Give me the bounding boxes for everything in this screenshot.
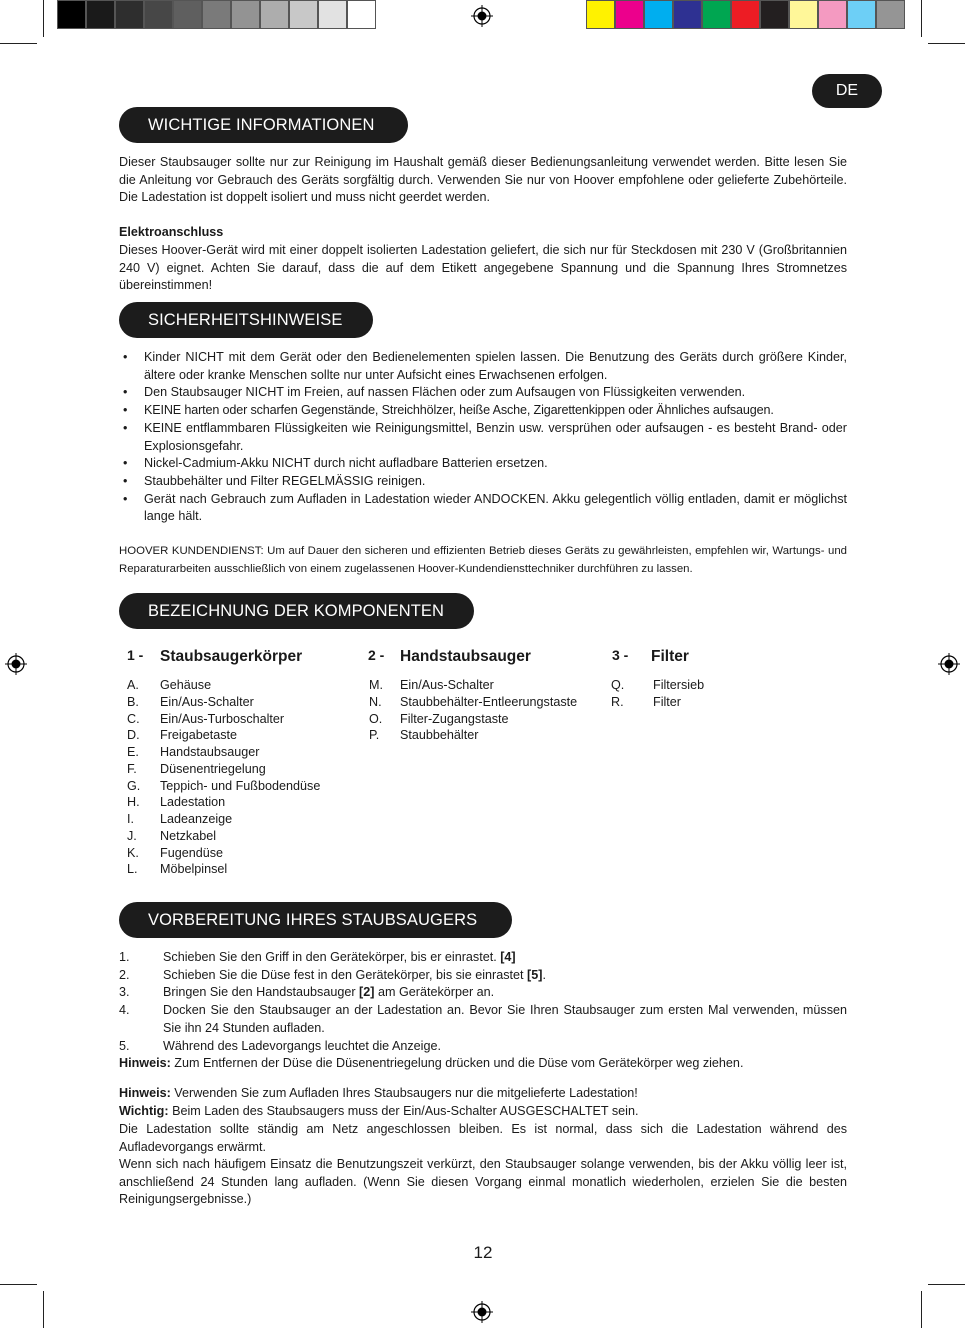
bullet-icon: • [123, 350, 128, 364]
section-header-preparation: VORBEREITUNG IHRES STAUBSAUGERS [119, 902, 512, 938]
crop-mark [921, 1291, 922, 1328]
gray-swatch [57, 0, 86, 29]
gray-swatch [260, 0, 289, 29]
color-swatch [615, 0, 644, 29]
electrical-text: Dieses Hoover-Gerät wird mit einer doppelt isolierten Ladestation geliefert, die sich nur für Steckdosen mit 230 V (Großbritannien 240 V) eignet. Achten Sie darauf, dass die auf dem Etikett angegebene Spannung und die Spannung Ihres Stromnetzes übereinstimmen! [119, 243, 847, 293]
crop-mark [43, 0, 44, 37]
component-group-number: 3 - [612, 647, 629, 663]
list-item-text: Gerät nach Gebrauch zum Aufladen in Ladestation wieder ANDOCKEN. Akku gelegentlich völlig entladen, damit er möglichst lange hält. [144, 491, 847, 524]
component-list-handheld [369, 677, 577, 744]
list-item [119, 491, 847, 526]
list-item: P. Staubbehälter [369, 728, 479, 743]
color-swatch [876, 0, 905, 29]
crop-mark [43, 1291, 44, 1328]
list-item: K. Fugendüse [127, 845, 224, 860]
preparation-steps [119, 949, 847, 1055]
note-charging: Hinweis: Verwenden Sie zum Aufladen Ihres Staubsaugers nur die mitgelieferte Ladestation! [119, 1086, 638, 1100]
list-item: L. Möbelpinsel [127, 862, 228, 877]
list-item [119, 473, 847, 491]
list-item [119, 349, 847, 384]
component-group-title: Handstaubsauger [400, 648, 531, 665]
list-item: F. Düsenentriegelung [127, 761, 266, 776]
usage-paragraph: Wenn sich nach häufigem Einsatz die Benutzungszeit verkürzt, den Staubsauger solange verwenden, bis der Akku völlig leer ist, anschließend 24 Stunden lang aufladen. (Wenn Sie diesen Vorgang einmal monatlich wiederholen, erzielen Sie die besten Reinigungsergebnisse.) [119, 1157, 847, 1207]
color-swatch [818, 0, 847, 29]
important-intro: Dieser Staubsauger sollte nur zur Reinigung im Haushalt gemäß dieser Bedienungsanleitung verwendet werden. Bitte lesen Sie die Anleitung vor Gebrauch des Geräts sorgfältig durch. Verwenden Sie nur von Hoover empfohlene oder gelieferte Zubehörteile. Die Ladestation ist doppelt isoliert und muss nicht geerdet werden. [119, 155, 847, 205]
list-item: 5. Während des Ladevorgangs leuchtet die Anzeige. [119, 1038, 441, 1053]
list-item-text: Kinder NICHT mit dem Gerät oder den Bedienelementen spielen lassen. Die Benutzung des Geräts durch größere Kinder, ältere oder kranke Menschen sollte nur unter Aufsicht eines Erwachsenen erfolgen. [144, 350, 847, 382]
bullet-icon: • [123, 403, 128, 418]
component-group-heading [368, 647, 384, 665]
crop-mark [928, 1284, 965, 1285]
color-swatch [847, 0, 876, 29]
crop-mark [0, 1284, 37, 1285]
list-item: N. Staubbehälter-Entleerungstaste [369, 694, 578, 709]
gray-swatch [318, 0, 347, 29]
component-group-number: 2 - [368, 647, 385, 663]
gray-swatch [144, 0, 173, 29]
component-group-title: Staubsaugerkörper [160, 648, 303, 665]
crop-mark [0, 43, 37, 44]
list-item-text: KEINE harten oder scharfen Gegenstände, Streichhölzer, heiße Asche, Zigarettenkippen oder Ähnliches aufsaugen. [144, 403, 774, 418]
list-item: M. Ein/Aus-Schalter [369, 678, 494, 692]
registration-target-icon [5, 653, 27, 675]
color-swatch [644, 0, 673, 29]
gray-swatch [289, 0, 318, 29]
list-item-text: KEINE entflammbaren Flüssigkeiten wie Reinigungsmittel, Benzin usw. versprühen oder aufsaugen - es besteht Brand- oder Explosionsgefahr. [144, 420, 847, 453]
important-switch: Wichtig: Beim Laden des Staubsaugers muss der Ein/Aus-Schalter AUSGESCHALTET sein. [119, 1104, 639, 1118]
registration-target-icon [938, 653, 960, 675]
list-item-text: Staubbehälter und Filter REGELMÄSSIG reinigen. [144, 473, 426, 488]
gray-swatch [86, 0, 115, 29]
registration-target-icon [471, 1301, 493, 1323]
gray-swatch [173, 0, 202, 29]
list-item: Q. Filtersieb [611, 678, 705, 692]
note-nozzle: Hinweis: Zum Entfernen der Düse die Düsenentriegelung drücken und die Düse vom Gerätekörper weg ziehen. [119, 1056, 744, 1070]
component-group-heading [612, 647, 628, 665]
registration-target-icon [471, 5, 493, 27]
electrical-heading: Elektroanschluss [119, 225, 224, 239]
list-item: G. Teppich- und Fußbodendüse [127, 778, 321, 793]
gray-swatch [347, 0, 376, 29]
section-header-components: BEZEICHNUNG DER KOMPONENTEN [119, 593, 474, 629]
crop-mark [921, 0, 922, 37]
list-item [119, 420, 847, 455]
list-item: C. Ein/Aus-Turboschalter [127, 711, 285, 726]
color-swatch-strip [586, 0, 905, 31]
section-header-safety: SICHERHEITSHINWEISE [119, 302, 373, 338]
list-item: 1. Schieben Sie den Griff in den Gerätekörper, bis er einrastet. [4] [119, 950, 516, 964]
list-item-text: Den Staubsauger NICHT im Freien, auf nassen Flächen oder zum Aufsaugen von Flüssigkeiten verwenden. [144, 385, 746, 400]
list-item: E. Handstaubsauger [127, 745, 260, 759]
list-item: R. Filter [611, 694, 681, 709]
station-paragraph: Die Ladestation sollte ständig am Netz angeschlossen bleiben. Es ist normal, dass sich die Ladestation während des Aufladevorgangs erwärmt. [119, 1122, 847, 1154]
language-badge: DE [812, 74, 882, 108]
gray-swatch [202, 0, 231, 29]
crop-mark [928, 43, 965, 44]
component-group-heading [127, 647, 143, 665]
list-item: A. Gehäuse [127, 678, 212, 692]
color-swatch [702, 0, 731, 29]
component-list-filter [611, 677, 704, 711]
color-swatch [760, 0, 789, 29]
list-item: J. Netzkabel [127, 828, 217, 843]
bullet-icon: • [123, 420, 128, 435]
component-group-title: Filter [651, 648, 689, 665]
color-swatch [673, 0, 702, 29]
section-header-important: WICHTIGE INFORMATIONEN [119, 107, 408, 143]
color-swatch [731, 0, 760, 29]
list-item [119, 402, 847, 420]
list-item: O. Filter-Zugangstaste [369, 711, 509, 726]
service-note: HOOVER KUNDENDIENST: Um auf Dauer den sicheren und effizienten Betrieb dieses Geräts zu gewährleisten, empfehlen wir, Wartungs- und Reparaturarbeiten ausschließlich von einem zugelassenen Hoover-Kundendiensttechniker durchführen zu lassen. [119, 545, 847, 575]
bullet-icon: • [123, 473, 128, 488]
color-swatch [789, 0, 818, 29]
list-item [119, 455, 847, 473]
gray-swatch [115, 0, 144, 29]
safety-list [119, 349, 847, 526]
list-item: H. Ladestation [127, 795, 226, 810]
list-item: 2. Schieben Sie die Düse fest in den Gerätekörper, bis sie einrastet [5]. [119, 967, 546, 982]
component-group-number: 1 - [127, 647, 144, 663]
grayscale-swatch-strip [57, 0, 376, 31]
page-number: 12 [473, 1243, 493, 1262]
list-item: B. Ein/Aus-Schalter [127, 694, 254, 709]
list-item: I. Ladeanzeige [127, 812, 233, 826]
list-item [119, 384, 847, 402]
list-item: 4. Docken Sie den Staubsauger an der Ladestation an. Bevor Sie Ihren Staubsauger zum ersten Mal verwenden, müssen Sie ihn 24 Stunden aufladen. [119, 1003, 847, 1035]
list-item-text: Nickel-Cadmium-Akku NICHT durch nicht aufladbare Batterien ersetzen. [144, 456, 548, 471]
component-list-body [127, 677, 320, 878]
color-swatch [586, 0, 615, 29]
bullet-icon: • [123, 491, 128, 506]
list-item: 3. Bringen Sie den Handstaubsauger [2] am Gerätekörper an. [119, 985, 495, 1000]
bullet-icon: • [123, 385, 128, 400]
gray-swatch [231, 0, 260, 29]
list-item: D. Freigabetaste [127, 728, 238, 743]
bullet-icon: • [123, 456, 128, 471]
